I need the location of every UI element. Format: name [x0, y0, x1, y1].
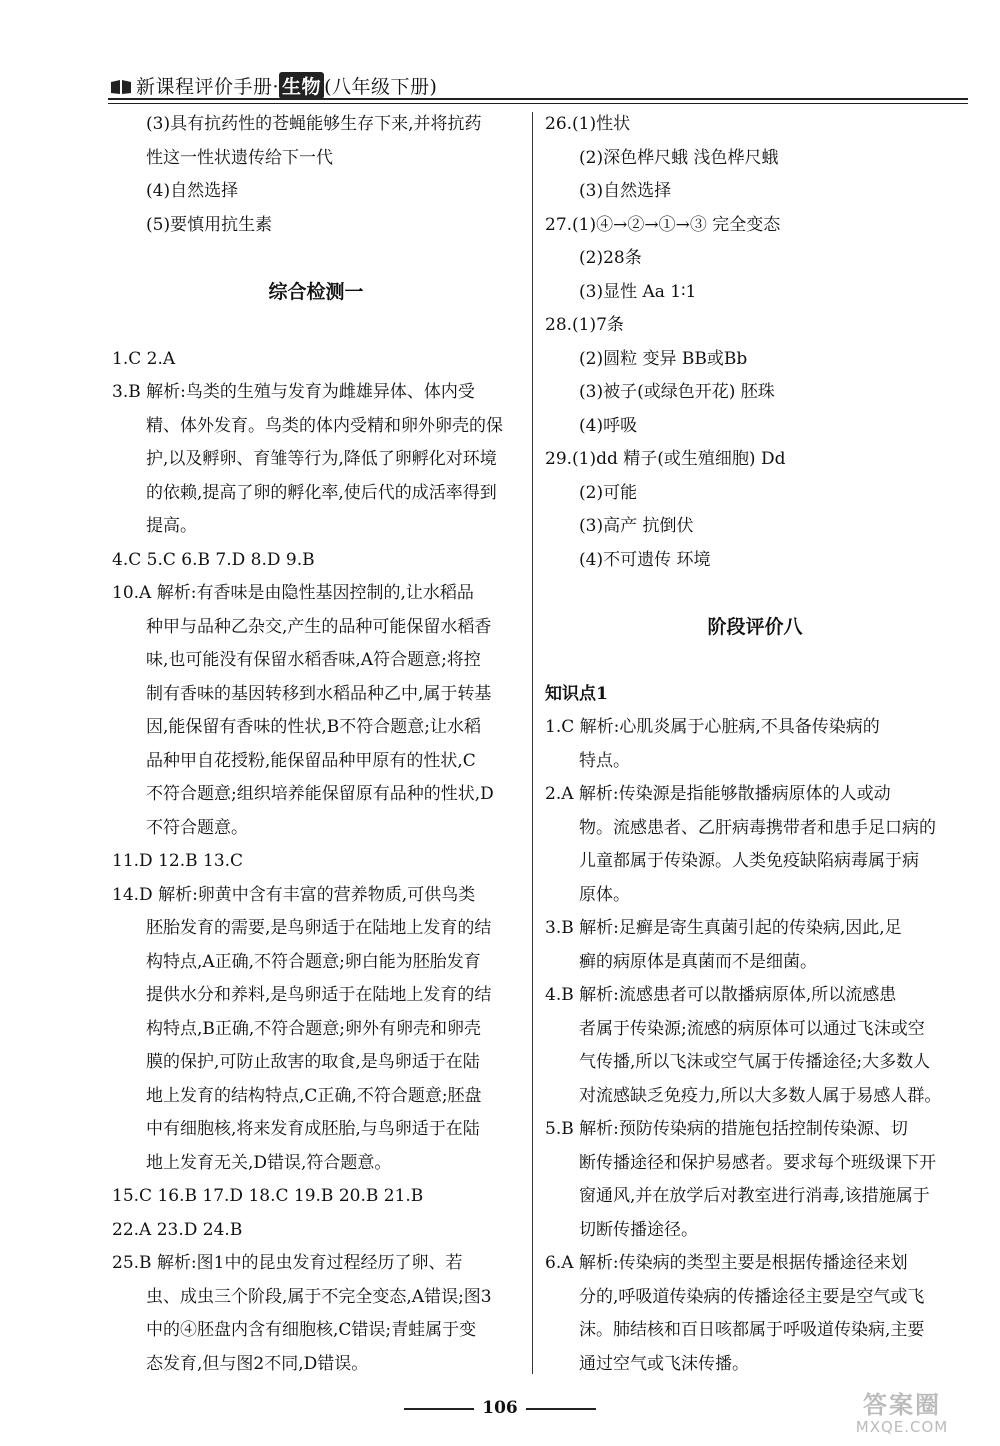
book-icon [110, 79, 132, 95]
blank-line [112, 242, 520, 276]
answer-continuation-line: 性这一性状遗传给下一代 [146, 147, 333, 168]
answer-line: 14.D 解析:卵黄中含有丰富的营养物质,可供鸟类 [112, 884, 476, 905]
answer-continuation-line: (2)28条 [579, 248, 642, 268]
header-title-pre: 新课程评价手册· [136, 76, 280, 98]
header-rule [108, 98, 968, 100]
answer-line: 1.C 2.A [112, 348, 176, 369]
answer-line: 28.(1)7条 [545, 315, 624, 335]
answer-continuation-line: 通过空气或飞沫传播。 [579, 1353, 749, 1374]
column-divider [532, 112, 533, 1374]
answer-continuation-line: (3)自然选择 [579, 181, 672, 201]
section-title: 阶段评价八 [707, 615, 803, 638]
answer-continuation-line: (3)被子(或绿色开花) 胚珠 [579, 382, 775, 402]
answer-continuation-line: 提高。 [146, 516, 197, 536]
answer-continuation-line: 制有香味的基因转移到水稻品种乙中,属于转基 [146, 683, 492, 704]
answer-continuation-line: (3)具有抗药性的苍蝇能够生存下来,并将抗药 [146, 114, 482, 134]
answer-continuation-line: 地上发育无关,D错误,符合题意。 [146, 1152, 392, 1173]
answer-line: 10.A 解析:有香味是由隐性基因控制的,让水稻品 [112, 583, 474, 603]
blank-line [545, 644, 965, 678]
blank-line [112, 309, 520, 343]
answer-line: 5.B 解析:预防传染病的措施包括控制传染源、切 [545, 1119, 908, 1139]
answer-line: 3.B 解析:鸟类的生殖与发育为雌雄异体、体内受 [112, 382, 475, 402]
footer-ornament-right [526, 1408, 596, 1410]
answer-continuation-line: 构特点,A正确,不符合题意;卵白能为胚胎发育 [146, 951, 481, 972]
answer-continuation-line: 物。流感患者、乙肝病毒携带者和患手足口病的 [579, 817, 936, 838]
subject-badge: 生物 [279, 72, 324, 99]
answer-continuation-line: 的依赖,提高了卵的孵化率,使后代的成活率得到 [146, 482, 497, 503]
answer-continuation-line: (2)圆粒 变异 BB或Bb [579, 348, 748, 369]
answer-continuation-line: 断传播途径和保护易感者。要求每个班级课下开 [579, 1152, 936, 1173]
watermark-logo-text: 答案圈 [863, 1391, 941, 1419]
footer-ornament-left [404, 1408, 474, 1410]
answer-line: 26.(1)性状 [545, 114, 631, 134]
answer-line: 3.B 解析:足癣是寄生真菌引起的传染病,因此,足 [545, 918, 902, 938]
answer-continuation-line: 窗通风,并在放学后对教室进行消毒,该措施属于 [579, 1186, 930, 1206]
answer-continuation-line: 特点。 [579, 750, 630, 771]
answer-continuation-line: 地上发育的结构特点,C正确,不符合题意;胚盘 [146, 1085, 482, 1106]
page-number: 106 [482, 1398, 518, 1418]
answer-continuation-line: 因,能保留有香味的性状,B不符合题意;让水稻 [146, 717, 482, 737]
answer-continuation-line: 切断传播途径。 [579, 1219, 698, 1240]
page-header [108, 70, 968, 102]
answer-continuation-line: 态发育,但与图2不同,D错误。 [146, 1353, 369, 1374]
answer-continuation-line: 儿童都属于传染源。人类免疫缺陷病毒属于病 [579, 851, 919, 871]
answer-continuation-line: 分的,呼吸道传染病的传播途径主要是空气或飞 [579, 1286, 925, 1307]
answer-line: 27.(1)④→②→①→③ 完全变态 [545, 214, 781, 235]
answer-continuation-line: (2)可能 [579, 482, 638, 503]
answer-line: 2.A 解析:传染源是指能够散播病原体的人或动 [545, 784, 891, 804]
answer-continuation-line: (3)高产 抗倒伏 [579, 516, 694, 536]
answer-line: 29.(1)dd 精子(或生殖细胞) Dd [545, 449, 786, 469]
answer-line: 22.A 23.D 24.B [112, 1219, 243, 1240]
answer-continuation-line: 种甲与品种乙杂交,产生的品种可能保留水稻香 [146, 616, 492, 637]
answer-continuation-line: 气传播,所以飞沫或空气属于传播途径;大多数人 [579, 1052, 931, 1072]
answer-continuation-line: 膜的保护,可防止敌害的取食,是鸟卵适于在陆 [146, 1052, 480, 1072]
answer-continuation-line: 原体。 [579, 884, 630, 905]
answer-continuation-line: 不符合题意。 [146, 817, 248, 838]
answer-continuation-line: 胚胎发育的需要,是鸟卵适于在陆地上发育的结 [146, 918, 492, 938]
answer-continuation-line: 提供水分和养料,是鸟卵适于在陆地上发育的结 [146, 985, 492, 1005]
answer-continuation-line: 中的④胚盘内含有细胞核,C错误;青蛙属于变 [146, 1320, 477, 1340]
answer-continuation-line: 精、体外发育。鸟类的体内受精和卵外卵壳的保 [146, 415, 503, 436]
right-column [545, 108, 965, 1381]
answer-line: 1.C 解析:心肌炎属于心脏病,不具备传染病的 [545, 717, 880, 737]
answer-continuation-line: (4)自然选择 [146, 181, 239, 201]
answer-continuation-line: 者属于传染源;流感的病原体可以通过飞沫或空 [579, 1018, 925, 1039]
answer-line: 11.D 12.B 13.C [112, 851, 244, 871]
watermark [818, 1392, 986, 1438]
answer-continuation-line: 虫、成虫三个阶段,属于不完全变态,A错误;图3 [146, 1286, 492, 1307]
answer-continuation-line: 对流感缺乏免疫力,所以大多数人属于易感人群。 [579, 1085, 942, 1106]
answer-continuation-line: 品种甲自花授粉,能保留品种甲原有的性状,C [146, 750, 476, 771]
answer-line: 4.C 5.C 6.B 7.D 8.D 9.B [112, 549, 315, 570]
answer-continuation-line: 味,也可能没有保留水稻香味,A符合题意;将控 [146, 650, 481, 670]
left-column [112, 108, 520, 1381]
answer-line: 4.B 解析:流感患者可以散播病原体,所以流感患 [545, 985, 897, 1005]
answer-continuation-line: 沫。肺结核和百日咳都属于呼吸道传染病,主要 [579, 1320, 925, 1340]
answer-line: 15.C 16.B 17.D 18.C 19.B 20.B 21.B [112, 1186, 424, 1206]
answer-line: 6.A 解析:传染病的类型主要是根据传播途径来划 [545, 1253, 908, 1273]
blank-line [545, 577, 965, 611]
answer-continuation-line: (3)显性 Aa 1∶1 [579, 281, 697, 302]
answer-continuation-line: 构特点,B正确,不符合题意;卵外有卵壳和卵壳 [146, 1018, 482, 1039]
knowledge-point-heading: 知识点1 [545, 683, 608, 704]
header-title-post: (八年级下册) [324, 76, 438, 98]
answer-continuation-line: (5)要慎用抗生素 [146, 214, 273, 235]
answer-continuation-line: 不符合题意;组织培养能保留原有品种的性状,D [146, 784, 494, 804]
header-rule-thin [108, 103, 968, 104]
answer-line: 25.B 解析:图1中的昆虫发育过程经历了卵、若 [112, 1253, 463, 1273]
answer-continuation-line: (2)深色桦尺蛾 浅色桦尺蛾 [579, 147, 779, 168]
answer-continuation-line: (4)不可遗传 环境 [579, 549, 711, 570]
header-title [110, 72, 437, 99]
section-title: 综合检测一 [268, 280, 364, 303]
answer-continuation-line: 护,以及孵卵、育雏等行为,降低了卵孵化对环境 [146, 449, 497, 469]
answer-continuation-line: 中有细胞核,将来发育成胚胎,与鸟卵适于在陆 [146, 1119, 480, 1139]
answer-continuation-line: (4)呼吸 [579, 415, 638, 436]
answer-continuation-line: 癣的病原体是真菌而不是细菌。 [579, 951, 817, 972]
watermark-url: MXQE.COM [855, 1418, 949, 1436]
